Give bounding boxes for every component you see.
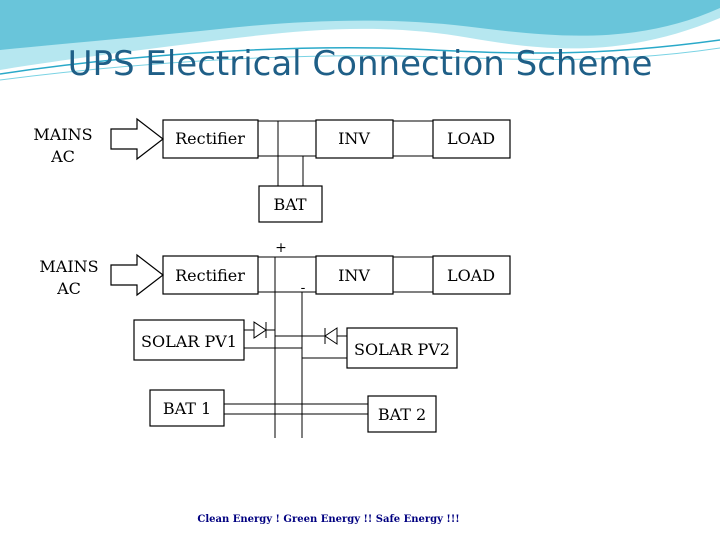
slide-title: UPS Electrical Connection Scheme bbox=[67, 44, 653, 84]
bat-label-1: BAT bbox=[273, 195, 307, 214]
solar-pv1-label: SOLAR PV1 bbox=[141, 332, 237, 351]
diagram-1 bbox=[33, 119, 510, 222]
diode-pv1-icon bbox=[254, 322, 266, 338]
plus-terminal-label: + bbox=[275, 240, 287, 256]
minus-terminal-label: - bbox=[300, 280, 306, 296]
inv-label-2: INV bbox=[338, 266, 370, 285]
diagram-2 bbox=[39, 240, 510, 438]
load-label-1: LOAD bbox=[446, 129, 496, 148]
mains-ac-label-1-line1: MAINS bbox=[33, 125, 93, 144]
mains-arrow-2 bbox=[111, 255, 163, 295]
diode-pv2-icon bbox=[325, 328, 337, 344]
mains-ac-label-2-line2: AC bbox=[57, 279, 81, 298]
mains-arrow-1 bbox=[111, 119, 163, 159]
rectifier-label-1: Rectifier bbox=[175, 129, 245, 148]
solar-pv2-label: SOLAR PV2 bbox=[354, 340, 450, 359]
load-label-2: LOAD bbox=[446, 266, 496, 285]
inv-label-1: INV bbox=[338, 129, 370, 148]
rectifier-label-2: Rectifier bbox=[175, 266, 245, 285]
mains-ac-label-1-line2: AC bbox=[51, 147, 75, 166]
footer-slogan: Clean Energy ! Green Energy !! Safe Energy !!! bbox=[197, 514, 460, 525]
bat1-label: BAT 1 bbox=[162, 399, 212, 418]
bat2-label: BAT 2 bbox=[377, 405, 427, 424]
mains-ac-label-2-line1: MAINS bbox=[39, 257, 99, 276]
